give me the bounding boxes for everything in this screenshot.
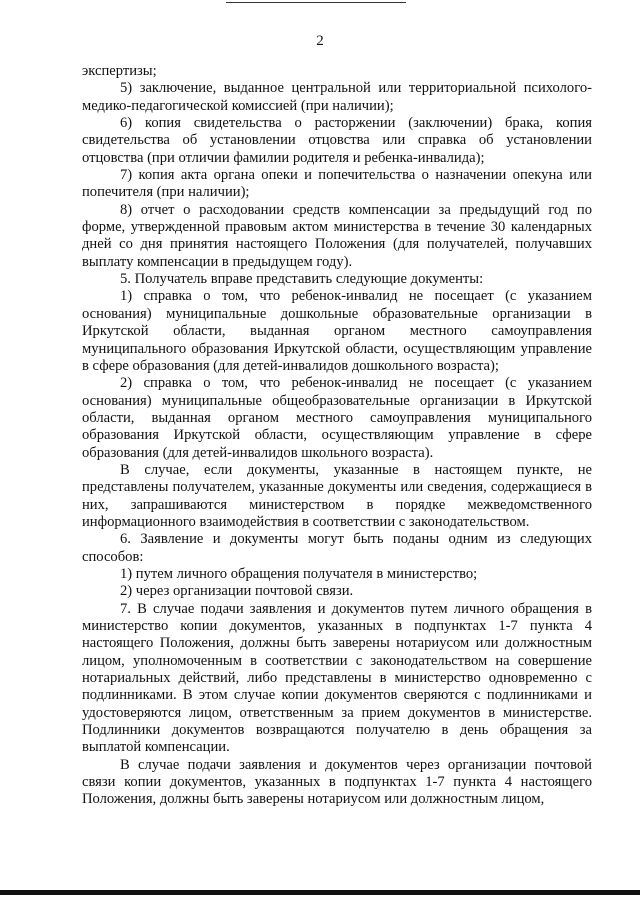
document-body: [82, 63, 592, 809]
paragraph: 5) заключение, выданное центральной или территориальной психолого-медико-педагогической комиссией (при наличии);: [82, 80, 592, 114]
paragraph: В случае, если документы, указанные в настоящем пункте, не представлены получателем, указанные документы или сведения, содержащиеся в них, запрашиваются министерством в порядке межведомственного информационного взаимодействия в соответствии с законодательством.: [82, 461, 592, 530]
paragraph: экспертизы;: [82, 63, 157, 79]
paragraph: 7) копия акта органа опеки и попечительства о назначении опекуна или попечителя (при наличии);: [82, 167, 592, 201]
paragraph: 8) отчет о расходовании средств компенсации за предыдущий год по форме, утвержденной правовым актом министерства в течение 30 календарных дней со дня принятия настоящего Положения (для получателей, получавших выплату компенсации в предыдущем году).: [82, 201, 592, 270]
paragraph: 6) копия свидетельства о расторжении (заключении) брака, копия свидетельства об установлении отцовства или справка об установлении отцовства (при отличии фамилии родителя и ребенка-инвалида);: [82, 115, 592, 166]
paragraph: 5. Получатель вправе представить следующие документы:: [120, 271, 484, 288]
paragraph: 7. В случае подачи заявления и документов путем личного обращения в министерство копии документов, указанных в подпунктах 1-7 пункта 4 настоящего Положения, должны быть заверены нотариусом или должностным лицом, уполномоченным в соответствии с законодательством на совершение нотариальных действий, либо представлены в министерство одновременно с подлинниками. В этом случае копии документов сверяются с подлинниками и удостоверяются лицом, ответственным за прием документов в министерстве. Подлинники документов возвращаются получателю в день обращения за выплатой компенсации.: [82, 600, 592, 756]
scan-edge-bar: [0, 890, 640, 895]
paragraph: 2) через организации почтовой связи.: [120, 583, 354, 600]
paragraph: 1) путем личного обращения получателя в министерство;: [120, 565, 478, 582]
paragraph: 6. Заявление и документы могут быть поданы одним из следующих способов:: [82, 531, 592, 565]
paragraph: 1) справка о том, что ребенок-инвалид не посещает (с указанием основания) муниципальные дошкольные образовательные организации в Иркутской области, выданная органом местного самоуправления муниципального образования Иркутской области, осуществляющим управление в сфере образования (для детей-инвалидов дошкольного возраста);: [82, 288, 592, 374]
top-rule: [226, 2, 406, 3]
paragraph: 2) справка о том, что ребенок-инвалид не посещает (с указанием основания) муниципальные общеобразовательные организации в Иркутской области, выданная органом местного самоуправления муниципального образования Иркутской области, осуществляющим управление в сфере образования (для детей-инвалидов школьного возраста).: [82, 375, 592, 461]
page-number: 2: [316, 33, 324, 49]
paragraph: В случае подачи заявления и документов через организации почтовой связи копии документов, указанных в подпунктах 1-7 пункта 4 настоящего Положения, должны быть заверены нотариусом или должностным лицом,: [82, 756, 592, 808]
